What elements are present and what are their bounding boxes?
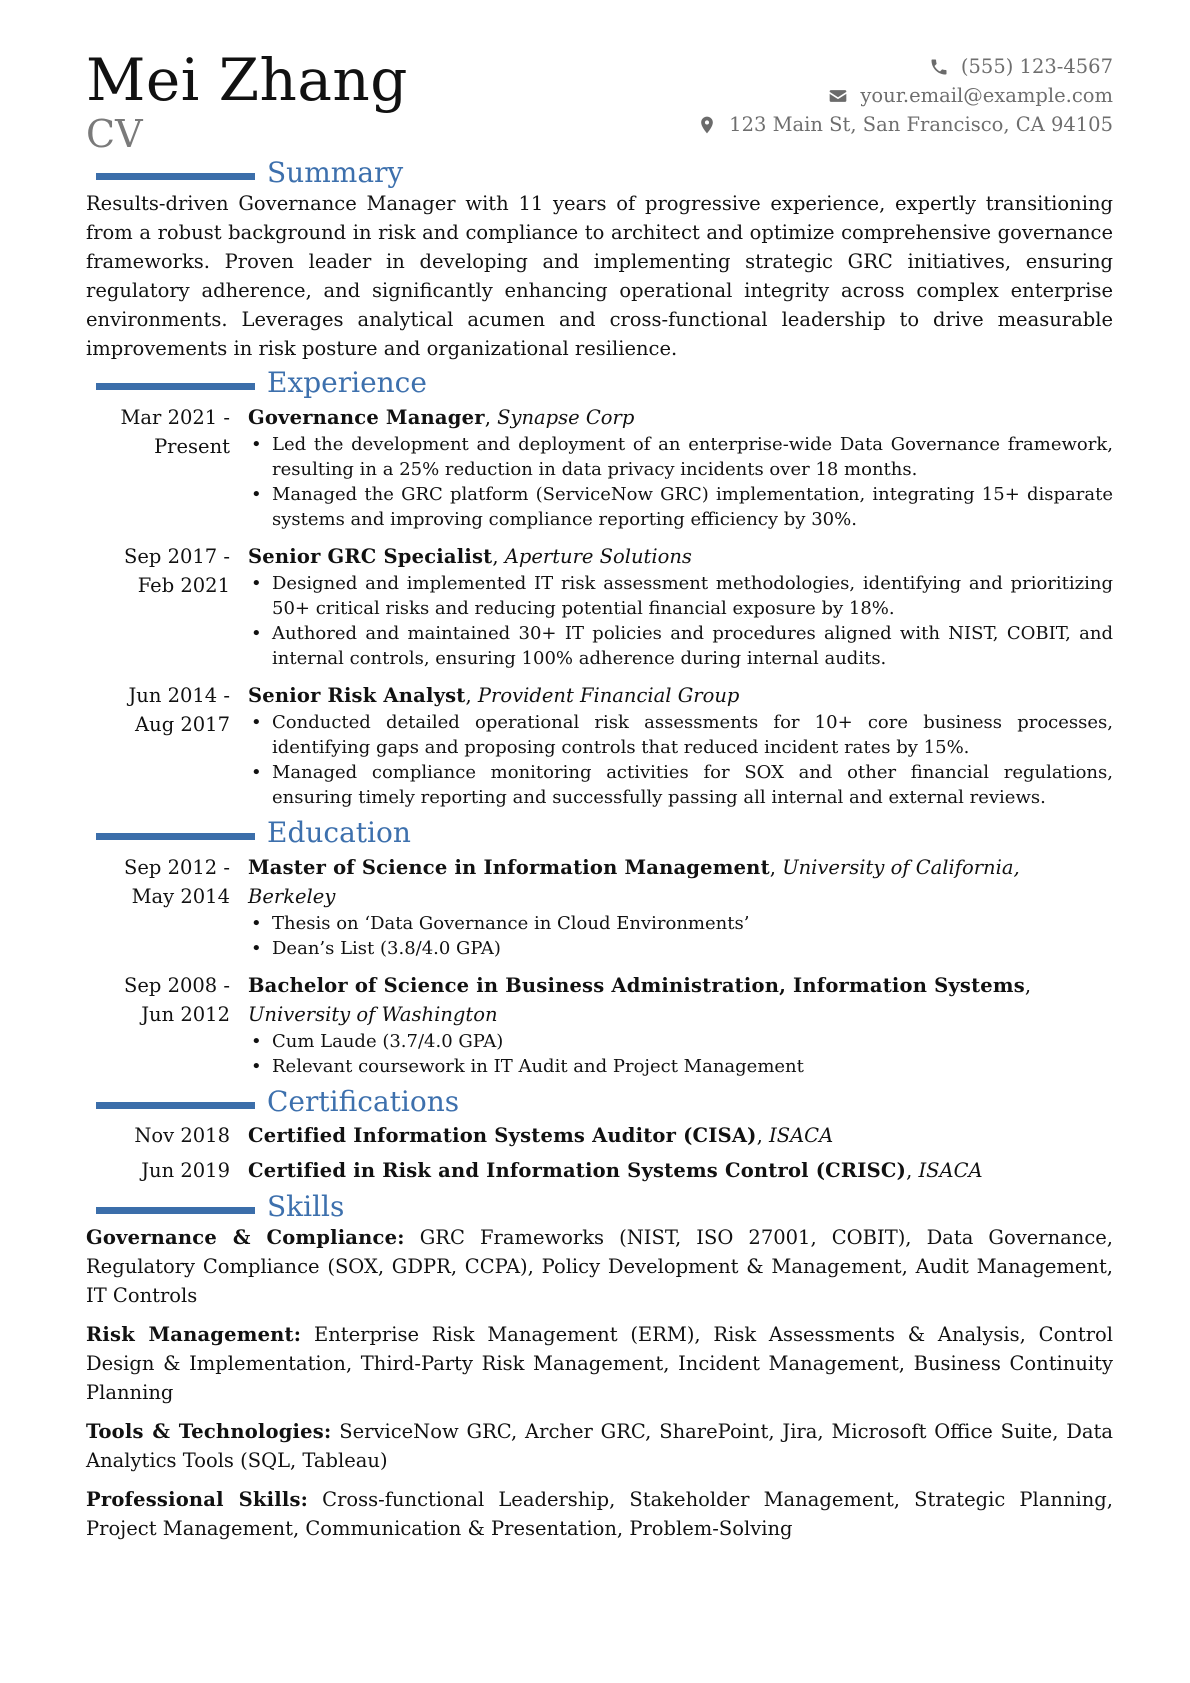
bullet-list [248,1029,1113,1079]
section-heading [86,156,1113,189]
skill-group [86,1320,1113,1407]
entry-date: Jun 2019 [141,1159,230,1182]
job-title: Senior GRC Specialist [248,545,493,568]
section-heading [86,366,1113,399]
entry-date: Sep 2008 - Jun 2012 [124,974,230,1026]
email-address[interactable]: your.email@example.com [860,84,1113,107]
summary-section [86,156,1113,363]
experience-section [86,366,1113,810]
bullet-item: • Conducted detailed operational risk assessments for 10+ core business processes, identifying gaps and proposing controls that reduced incident rates by 15%. [248,710,1113,760]
street-address: 123 Main St, San Francisco, CA 94105 [729,113,1113,136]
bullet-item: • Designed and implemented IT risk assessment methodologies, identifying and prioritizing 50+ critical risks and reducing potential financial exposure by 18%. [248,571,1113,621]
certification-name: Certified in Risk and Information Systems Control (CRISC) [248,1159,907,1182]
section-title: Skills [267,1190,345,1223]
contact-phone [697,52,1113,81]
employer: Aperture Solutions [504,545,692,568]
envelope-icon [828,86,848,106]
entry-body [248,853,1113,961]
job-title: Senior Risk Analyst [248,684,466,707]
bullet-list [248,571,1113,671]
section-title: Experience [267,366,427,399]
degree-title: Bachelor of Science in Business Administration, Information Systems [248,974,1025,997]
section-divider-bar [96,1207,255,1214]
entry-body [248,542,1113,671]
skill-group-text: ServiceNow GRC, Archer GRC, SharePoint, Jira, Microsoft Office Suite, Data Analytics Tools (SQL, Tableau) [86,1420,1114,1472]
entry-heading: Certified Information Systems Auditor (CISA), ISACA [248,1124,834,1147]
bullet-item: • Cum Laude (3.7/4.0 GPA) [248,1029,1113,1054]
employer: Synapse Corp [497,406,635,429]
skill-group-label: Governance & Compliance: [86,1226,405,1249]
section-title: Summary [267,156,404,189]
certifications-section [86,1085,1113,1188]
phone-number: (555) 123-4567 [960,55,1113,78]
skill-group-label: Tools & Technologies: [86,1420,332,1443]
person-name: Mei Zhang [86,46,408,114]
institution: University of California, Berkeley [248,856,1020,908]
skill-group [86,1223,1113,1310]
section-heading [86,1085,1113,1118]
skills-section [86,1190,1113,1543]
skill-group-label: Professional Skills: [86,1488,309,1511]
entry-date: Nov 2018 [134,1124,230,1147]
bullet-item: • Managed compliance monitoring activities for SOX and other financial regulations, ensuring timely reporting and successfully passing all internal and external reviews. [248,760,1113,810]
experience-entry [86,403,1113,532]
skill-group-text: Cross-functional Leadership, Stakeholder Management, Strategic Planning, Project Management, Communication & Presentation, Problem-Solving [86,1488,1113,1540]
phone-icon [929,57,949,77]
section-title: Certifications [267,1085,460,1118]
education-entry [86,971,1113,1079]
map-marker-icon [697,115,717,135]
certification-name: Certified Information Systems Auditor (CISA) [248,1124,757,1147]
entry-heading: Bachelor of Science in Business Administration, Information Systems, University of Washington [248,974,1032,1026]
bullet-item: • Led the development and deployment of an enterprise-wide Data Governance framework, resulting in a 25% reduction in data privacy incidents over 18 months. [248,432,1113,482]
entry-date: Jun 2014 - Aug 2017 [128,684,230,736]
cv-page [86,46,1113,1543]
section-divider-bar [96,383,255,390]
institution: University of Washington [248,1003,498,1026]
section-heading [86,1190,1113,1223]
bullet-item: • Thesis on ‘Data Governance in Cloud Environments’ [248,911,1113,936]
certification-entry [86,1118,1113,1153]
section-divider-bar [96,833,255,840]
cv-header [86,46,1113,156]
entry-heading: Governance Manager, Synapse Corp [248,406,635,429]
entry-heading: Senior Risk Analyst, Provident Financial Group [248,684,740,707]
entry-date: Sep 2012 - May 2014 [124,856,230,908]
employer: Provident Financial Group [477,684,740,707]
entry-body [248,971,1113,1079]
bullet-list [248,710,1113,810]
section-divider-bar [96,1102,255,1109]
document-subtitle: CV [86,112,143,156]
education-section [86,816,1113,1079]
skill-group-text: GRC Frameworks (NIST, ISO 27001, COBIT), Data Governance, Regulatory Compliance (SOX, GDPR, CCPA), Policy Development & Management, Audit Management, IT Controls [86,1226,1114,1307]
skill-group [86,1417,1113,1475]
bullet-item: • Authored and maintained 30+ IT policies and procedures aligned with NIST, COBIT, and internal controls, ensuring 100% adherence during internal audits. [248,621,1113,671]
issuer: ISACA [918,1159,983,1182]
certification-entry [86,1153,1113,1188]
job-title: Governance Manager [248,406,485,429]
bullet-item: • Managed the GRC platform (ServiceNow GRC) implementation, integrating 15+ disparate systems and improving compliance reporting efficiency by 30%. [248,482,1113,532]
entry-heading: Senior GRC Specialist, Aperture Solutions [248,545,692,568]
skill-group-text: Enterprise Risk Management (ERM), Risk Assessments & Analysis, Control Design & Implementation, Third-Party Risk Management, Incident Management, Business Continuity Planning [86,1323,1114,1404]
section-heading [86,816,1113,849]
degree-title: Master of Science in Information Management [248,856,770,879]
entry-date: Sep 2017 - Feb 2021 [124,545,230,597]
entry-date: Mar 2021 - Present [120,406,230,458]
experience-entry [86,542,1113,671]
entry-body [248,681,1113,810]
section-title: Education [267,816,411,849]
skill-group [86,1485,1113,1543]
bullet-item: • Dean’s List (3.8/4.0 GPA) [248,936,1113,961]
entry-heading: Master of Science in Information Management, University of California, Berkeley [248,856,1020,908]
issuer: ISACA [769,1124,834,1147]
contact-info [697,52,1113,139]
entry-heading: Certified in Risk and Information Systems Control (CRISC), ISACA [248,1159,983,1182]
bullet-list [248,911,1113,961]
experience-entry [86,681,1113,810]
bullet-list [248,432,1113,532]
skill-group-label: Risk Management: [86,1323,302,1346]
contact-email [697,81,1113,110]
contact-address [697,110,1113,139]
bullet-item: • Relevant coursework in IT Audit and Project Management [248,1054,1113,1079]
summary-text: Results-driven Governance Manager with 11 years of progressive experience, expertly transitioning from a robust background in risk and compliance to architect and optimize comprehensive governance frameworks. Proven leader in developing and implementing strategic GRC initiatives, ensuring regulatory adherence, and significantly enhancing operational integrity across complex enterprise environments. Leverages analytical acumen and cross-functional leadership to drive measurable improvements in risk posture and organizational resilience. [86,192,1113,360]
entry-body [248,403,1113,532]
section-divider-bar [96,173,255,180]
education-entry [86,853,1113,961]
